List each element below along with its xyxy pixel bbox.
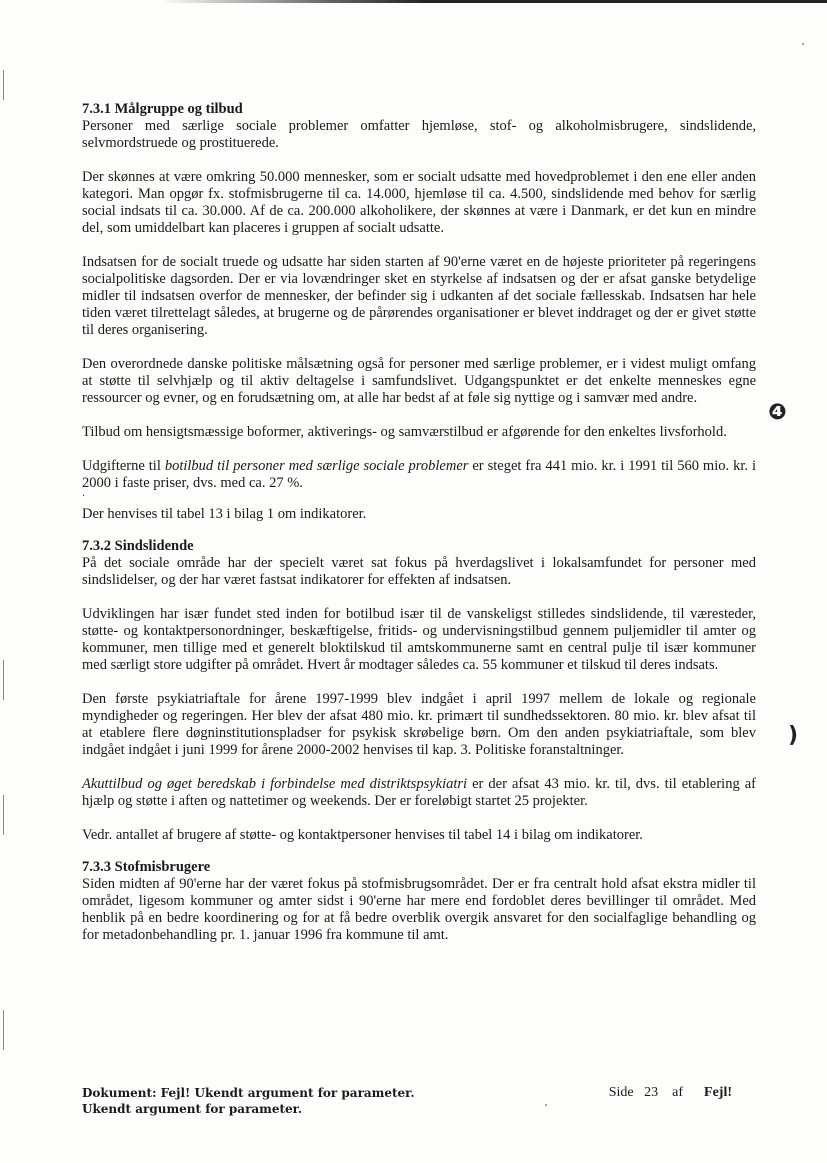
paragraph: Der skønnes at være omkring 50.000 mennesker, som er socialt udsatte med hovedproblemet i den ene eller anden kategori. Man opgør fx. stofmisbrugerne til ca. 14.000, hjemløse til ca. 4.500, sindslidende med behov for særlig social indsats til ca. 30.000. Af de ca. 200.000 alkoholikere, der skønnes at være i Danmark, er det kun en mindre del, som umiddelbart kan placeres i gruppen af socialt udsatte. [82,169,756,236]
paragraph: Der henvises til tabel 13 i bilag 1 om indikatorer. [82,506,367,522]
paragraph: Siden midten af 90'erne har der været fokus på stofmisbrugsområdet. Der er fra centralt hold afsat ekstra midler til området, ligesom kommuner og amter sidst i 90'erne har mere end fordoblet deres bevillinger til området. Med henblik på en bedre koordinering og for at få bedre overblik overgik ansvaret for den socialfaglige behandling og for metadonbehandling pr. 1. januar 1996 fra kommune til amt. [82,876,756,943]
section-heading: 7.3.1 Målgruppe og tilbud [82,101,243,117]
paragraph: På det sociale område har der specielt været sat fokus på hverdagslivet i lokalsamfundet for personer med sindslidelser, og der har været fastsat indikatorer for effekten af indsatsen. [82,555,756,588]
margin-bracket-mark: ) [788,723,799,748]
document-page [82,101,756,944]
paragraph-text: er steget fra 441 mio. kr. i 1991 til 560 mio. kr. i 2000 i faste priser, dvs. med ca. 27 %. [82,458,756,491]
footer-error-line: Ukendt argument for parameter. [82,1102,303,1116]
paragraph: Personer med særlige sociale problemer omfatter hjemløse, stof- og alkoholmisbrugere, sindslidende, selvmordstruede og prostituerede. [82,118,756,151]
paragraph-text: er der afsat 43 mio. kr. til, dvs. til etablering af hjælp og støtte i aften og nattetimer og weekends. Der er foreløbigt startet 25 projekter. [82,776,756,809]
page-side-label: Side [608,1085,634,1100]
section-heading: 7.3.2 Sindslidende [82,538,194,554]
scan-margin-mark [3,70,4,100]
page-af-label: af [672,1085,684,1100]
page-total: Fejl! [704,1085,732,1100]
section-heading: 7.3.3 Stofmisbrugere [82,859,211,875]
page-number: 23 [644,1085,659,1100]
paragraph: Indsatsen for de socialt truede og udsatte har siden starten af 90'erne været en de højeste prioriteter på regeringens socialpolitiske dagsorden. Der er via lovændringer sket en styrkelse af indsatsen og der er afsat ganske betydelige midler til indsatsen overfor de mennesker, der befinder sig i udkanten af det sociale fællesskab. Indsatsen har hele tiden været tilrettelagt således, at brugerne og de pårørendes organisationer er blevet inddraget og der er givet støtte til deres organisering. [82,254,756,338]
paragraph [82,458,756,492]
paragraph-text: Udgifterne til [82,458,165,474]
scan-speck [802,43,804,45]
scan-margin-mark [3,795,4,835]
paragraph [82,776,756,810]
scan-speck: ‧ [82,491,86,502]
page-footer [82,1085,742,1117]
paragraph: Tilbud om hensigtsmæssige boformer, aktiverings- og samværstilbud er afgørende for den enkeltes livsforhold. [82,424,727,440]
page-indicator [609,1085,732,1101]
scan-margin-mark [3,1010,4,1050]
paragraph: Den overordnede danske politiske målsætning også for personer med særlige problemer, er i videst muligt omfang at støtte til selvhjælp og til aktiv deltagelse i samfundslivet. Udgangspunktet er det enkelte menneskes egne ressourcer og evner, og en forudsætning om, at alle har bedst af at føle sig nyttige og i samvær med andre. [82,356,756,406]
paragraph: Vedr. antallet af brugere af støtte- og kontaktpersoner henvises til tabel 14 i bilag om indikatorer. [82,827,643,843]
paragraph: Udviklingen har især fundet sted inden for botilbud især til de vanskeligst stilledes sindslidende, til væresteder, støtte- og kontaktpersonordninger, beskæftigelse, fritids- og undervisningstilbud gennem puljemidler til amter og kommuner, men tillige med et generelt bloktilskud til amtskommunerne samt en central pulje til især kommuner med særligt store udgifter på området. Hvert år modtager således ca. 55 kommuner et tilskud til deres indsats. [82,606,756,673]
paragraph: Den første psykiatriaftale for årene 1997-1999 blev indgået i april 1997 mellem de lokale og regionale myndigheder og regeringen. Her blev der afsat 480 mio. kr. primært til sundhedssektoren. 80 mio. kr. blev afsat til at etablere flere døgninstitutionspladser for psykisk skrøbelige børn. Om den anden psykiatriaftale, som blev indgået indgået i juni 1999 for årene 2000-2002 henvises til kap. 3. Politiske foranstaltninger. [82,691,756,758]
section-7-3-2 [82,538,756,844]
margin-bracket-mark: ❹ [768,400,787,425]
footer-document-line: Dokument: Fejl! Ukendt argument for parameter. [82,1086,415,1100]
section-7-3-3 [82,859,756,944]
top-rule [160,0,827,3]
emphasis-text: botilbud til personer med særlige sociale problemer [164,458,469,474]
emphasis-text: Akuttilbud og øget beredskab i forbindelse med distriktspsykiatri [82,776,468,792]
section-7-3-1 [82,101,756,523]
scan-margin-mark [3,660,4,700]
